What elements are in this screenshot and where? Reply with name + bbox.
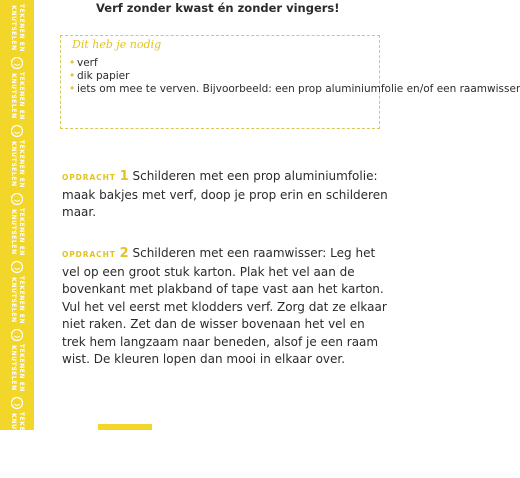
- side-strip-row: [0, 62, 34, 130]
- assignment-number: 1: [119, 169, 129, 184]
- side-strip-text: [9, 412, 25, 460]
- side-strip-line: KNUTSELEN: [10, 345, 17, 391]
- side-strip-line: TEKENEN EN: [18, 207, 25, 257]
- materials-list: [69, 57, 520, 96]
- assignment-text: Schilderen met een raamwisser: Leg het vel op een groot stuk karton. Plak het vel aan de bovenkant met plakband of tape vast aan het karton. Vul het vel eerst met klodders verf. Zorg dat ze elkaar niet raken. Zet dan de wisser bovenaan het vel en trek hem langzaam naar beneden, alsof je een raam wist. De kleuren lopen dan mooi in elkaar over.: [62, 246, 387, 366]
- side-strip-text: [9, 276, 25, 324]
- page-headline: Verf zonder kwast én zonder vingers!: [96, 1, 340, 15]
- assignment-text: Schilderen met een prop aluminiumfolie: maak bakjes met verf, doop je prop erin en schilderen maar.: [62, 169, 388, 219]
- materials-box: [60, 35, 520, 129]
- materials-title: Dit heb je nodig: [72, 38, 162, 51]
- side-strip-line: KNUTSELEN: [10, 413, 17, 459]
- side-strip-line: TEKENEN EN: [18, 275, 25, 325]
- assignment-number: 2: [119, 246, 129, 261]
- bottom-highlight-bar: [98, 424, 152, 430]
- side-strip-text: [9, 140, 25, 188]
- bullet-icon: •: [69, 57, 76, 69]
- materials-item: [69, 83, 520, 96]
- side-strip-line: KNUTSELEN: [10, 141, 17, 187]
- side-strip-line: TEKENEN EN: [18, 343, 25, 393]
- side-strip-text: [9, 344, 25, 392]
- side-strip-line: KNUTSELEN: [10, 5, 17, 51]
- side-strip-row: [0, 198, 34, 266]
- side-strip-row: [0, 0, 34, 62]
- materials-item: • verf: [69, 57, 98, 69]
- assignment-label: OPDRACHT: [62, 173, 116, 182]
- side-strip-text: [9, 72, 25, 120]
- side-strip-line: TEKENEN EN: [18, 139, 25, 189]
- materials-item: • dik papier: [69, 70, 130, 82]
- bullet-icon: •: [69, 83, 76, 95]
- side-strip: [0, 0, 34, 461]
- side-strip-rows: [0, 0, 34, 470]
- side-strip-text: [9, 208, 25, 256]
- smiley-circle-icon: [10, 464, 24, 478]
- assignment-1: [62, 168, 392, 222]
- assignment-label: OPDRACHT: [62, 250, 116, 259]
- side-strip-row: [0, 130, 34, 198]
- side-strip-line: KNUTSELEN: [10, 73, 17, 119]
- side-strip-row: [0, 334, 34, 402]
- bullet-icon: •: [69, 70, 76, 82]
- side-strip-line: TEKENEN EN: [18, 3, 25, 53]
- side-strip-line: KNUTSELEN: [10, 209, 17, 255]
- side-strip-text: [9, 4, 25, 52]
- side-strip-line: TEKENEN EN: [18, 411, 25, 461]
- side-strip-line: KNUTSELEN: [10, 277, 17, 323]
- materials-item-text: iets om mee te verven. Bijvoorbeeld: een prop aluminiumfolie en/of een raamwisser: [77, 83, 520, 95]
- side-strip-line: TEKENEN EN: [18, 71, 25, 121]
- assignment-2: [62, 245, 392, 369]
- side-strip-row: [0, 266, 34, 334]
- side-strip-row: [0, 402, 34, 470]
